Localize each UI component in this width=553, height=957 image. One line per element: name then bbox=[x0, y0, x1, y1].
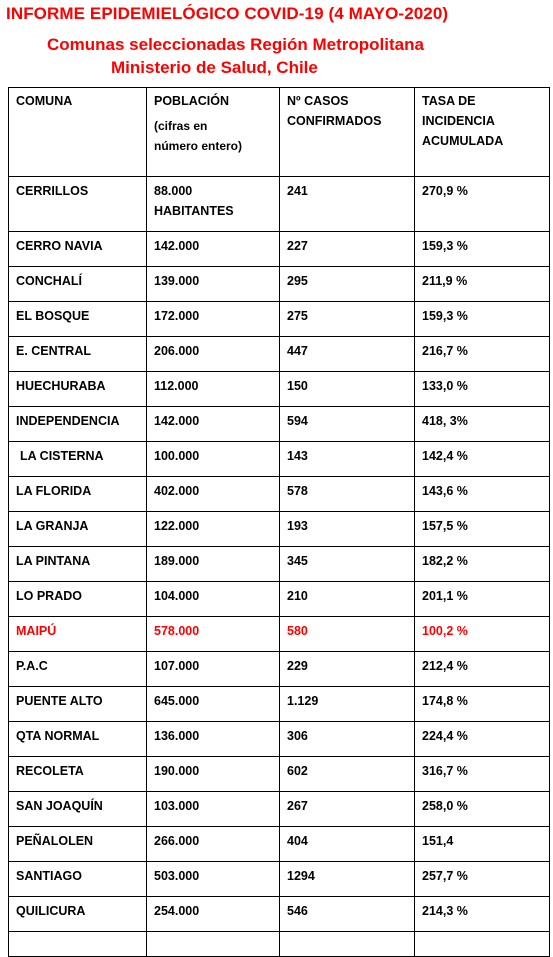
cell-poblacion: 190.000 bbox=[147, 757, 280, 792]
report-title: INFORME EPIDEMIELÓGICO COVID-19 (4 MAYO-2020) bbox=[6, 4, 449, 23]
cell-casos: 447 bbox=[280, 337, 415, 372]
cell-tasa: 418, 3% bbox=[415, 407, 550, 442]
cell-tasa: 159,3 % bbox=[415, 232, 550, 267]
table-row bbox=[9, 827, 550, 862]
cell-poblacion: 402.000 bbox=[147, 477, 280, 512]
cell-poblacion: 142.000 bbox=[147, 407, 280, 442]
cell-casos: 267 bbox=[280, 792, 415, 827]
cell-casos: 275 bbox=[280, 302, 415, 337]
covid-comunas-table bbox=[8, 87, 550, 957]
table-row bbox=[9, 687, 550, 722]
table-row bbox=[9, 442, 550, 477]
table-row bbox=[9, 617, 550, 652]
table-row bbox=[9, 267, 550, 302]
cell-comuna: SAN JOAQUÍN bbox=[9, 792, 147, 827]
cell-poblacion: 172.000 bbox=[147, 302, 280, 337]
cell-comuna: PUENTE ALTO bbox=[9, 687, 147, 722]
table-row bbox=[9, 302, 550, 337]
cell-casos: 143 bbox=[280, 442, 415, 477]
cell-comuna: LA FLORIDA bbox=[9, 477, 147, 512]
cell-empty bbox=[280, 932, 415, 957]
cell-empty bbox=[415, 932, 550, 957]
cell-poblacion: 112.000 bbox=[147, 372, 280, 407]
cell-comuna: EL BOSQUE bbox=[9, 302, 147, 337]
table-row bbox=[9, 337, 550, 372]
cell-poblacion: 107.000 bbox=[147, 652, 280, 687]
cell-casos: 1.129 bbox=[280, 687, 415, 722]
cell-casos: 150 bbox=[280, 372, 415, 407]
cell-tasa: 212,4 % bbox=[415, 652, 550, 687]
cell-poblacion: 142.000 bbox=[147, 232, 280, 267]
column-header-comuna: COMUNA bbox=[9, 88, 147, 177]
cell-tasa: 143,6 % bbox=[415, 477, 550, 512]
report-source: Ministerio de Salud, Chile bbox=[111, 58, 318, 77]
cell-tasa: 157,5 % bbox=[415, 512, 550, 547]
cell-casos: 578 bbox=[280, 477, 415, 512]
cell-comuna: PEÑALOLEN bbox=[9, 827, 147, 862]
cell-casos: 404 bbox=[280, 827, 415, 862]
table-row bbox=[9, 177, 550, 232]
cell-casos: 229 bbox=[280, 652, 415, 687]
cell-tasa: 211,9 % bbox=[415, 267, 550, 302]
cell-tasa: 316,7 % bbox=[415, 757, 550, 792]
poblacion-note: (cifras en número entero) bbox=[154, 119, 243, 153]
table-row-empty bbox=[9, 932, 550, 957]
cell-tasa: 174,8 % bbox=[415, 687, 550, 722]
cell-tasa: 159,3 % bbox=[415, 302, 550, 337]
cell-tasa: 258,0 % bbox=[415, 792, 550, 827]
report-subtitle: Comunas seleccionadas Región Metropolitana bbox=[47, 35, 424, 54]
table-row bbox=[9, 722, 550, 757]
cell-comuna: QTA NORMAL bbox=[9, 722, 147, 757]
table-row bbox=[9, 582, 550, 617]
cell-poblacion: 103.000 bbox=[147, 792, 280, 827]
cell-poblacion: 254.000 bbox=[147, 897, 280, 932]
cell-comuna: CERRILLOS bbox=[9, 177, 147, 232]
cell-comuna: LA GRANJA bbox=[9, 512, 147, 547]
cell-poblacion: 266.000 bbox=[147, 827, 280, 862]
table-row bbox=[9, 652, 550, 687]
cell-tasa: 201,1 % bbox=[415, 582, 550, 617]
table-row bbox=[9, 232, 550, 267]
cell-casos: 1294 bbox=[280, 862, 415, 897]
cell-comuna: P.A.C bbox=[9, 652, 147, 687]
cell-casos: 602 bbox=[280, 757, 415, 792]
cell-tasa: 182,2 % bbox=[415, 547, 550, 582]
cell-casos: 193 bbox=[280, 512, 415, 547]
cell-comuna: RECOLETA bbox=[9, 757, 147, 792]
cell-comuna: LO PRADO bbox=[9, 582, 147, 617]
column-header-poblacion: POBLACIÓN (cifras en número entero) bbox=[147, 88, 280, 177]
cell-comuna: SANTIAGO bbox=[9, 862, 147, 897]
cell-comuna: INDEPENDENCIA bbox=[9, 407, 147, 442]
cell-casos: 345 bbox=[280, 547, 415, 582]
cell-comuna: HUECHURABA bbox=[9, 372, 147, 407]
table-row bbox=[9, 757, 550, 792]
cell-comuna: CERRO NAVIA bbox=[9, 232, 147, 267]
table-row bbox=[9, 512, 550, 547]
cell-tasa: 224,4 % bbox=[415, 722, 550, 757]
cell-casos: 546 bbox=[280, 897, 415, 932]
cell-casos: 580 bbox=[280, 617, 415, 652]
cell-casos: 227 bbox=[280, 232, 415, 267]
cell-empty bbox=[147, 932, 280, 957]
cell-poblacion: 189.000 bbox=[147, 547, 280, 582]
cell-poblacion: 206.000 bbox=[147, 337, 280, 372]
cell-casos: 594 bbox=[280, 407, 415, 442]
cell-tasa: 214,3 % bbox=[415, 897, 550, 932]
cell-comuna: E. CENTRAL bbox=[9, 337, 147, 372]
cell-tasa: 142,4 % bbox=[415, 442, 550, 477]
table-row bbox=[9, 897, 550, 932]
column-header-casos: Nº CASOS CONFIRMADOS bbox=[280, 88, 415, 177]
cell-comuna: QUILICURA bbox=[9, 897, 147, 932]
cell-poblacion: 645.000 bbox=[147, 687, 280, 722]
table-row bbox=[9, 792, 550, 827]
cell-comuna: LA CISTERNA bbox=[9, 442, 147, 477]
cell-casos: 295 bbox=[280, 267, 415, 302]
cell-casos: 241 bbox=[280, 177, 415, 232]
cell-tasa: 100,2 % bbox=[415, 617, 550, 652]
table-row bbox=[9, 862, 550, 897]
cell-poblacion: 578.000 bbox=[147, 617, 280, 652]
cell-empty bbox=[9, 932, 147, 957]
table-row bbox=[9, 477, 550, 512]
table-row bbox=[9, 372, 550, 407]
cell-tasa: 257,7 % bbox=[415, 862, 550, 897]
cell-poblacion: 104.000 bbox=[147, 582, 280, 617]
cell-poblacion: 136.000 bbox=[147, 722, 280, 757]
cell-poblacion: 122.000 bbox=[147, 512, 280, 547]
cell-poblacion: 503.000 bbox=[147, 862, 280, 897]
cell-tasa: 133,0 % bbox=[415, 372, 550, 407]
cell-poblacion: 88.000 HABITANTES bbox=[147, 177, 280, 232]
cell-tasa: 216,7 % bbox=[415, 337, 550, 372]
table-row bbox=[9, 407, 550, 442]
cell-casos: 210 bbox=[280, 582, 415, 617]
table-row bbox=[9, 547, 550, 582]
cell-casos: 306 bbox=[280, 722, 415, 757]
table-header-row bbox=[9, 88, 550, 177]
cell-tasa: 151,4 bbox=[415, 827, 550, 862]
cell-poblacion: 139.000 bbox=[147, 267, 280, 302]
cell-comuna: LA PINTANA bbox=[9, 547, 147, 582]
column-header-tasa: TASA DE INCIDENCIA ACUMULADA bbox=[415, 88, 550, 177]
cell-comuna: MAIPÚ bbox=[9, 617, 147, 652]
cell-comuna: CONCHALÍ bbox=[9, 267, 147, 302]
cell-poblacion: 100.000 bbox=[147, 442, 280, 477]
cell-tasa: 270,9 % bbox=[415, 177, 550, 232]
